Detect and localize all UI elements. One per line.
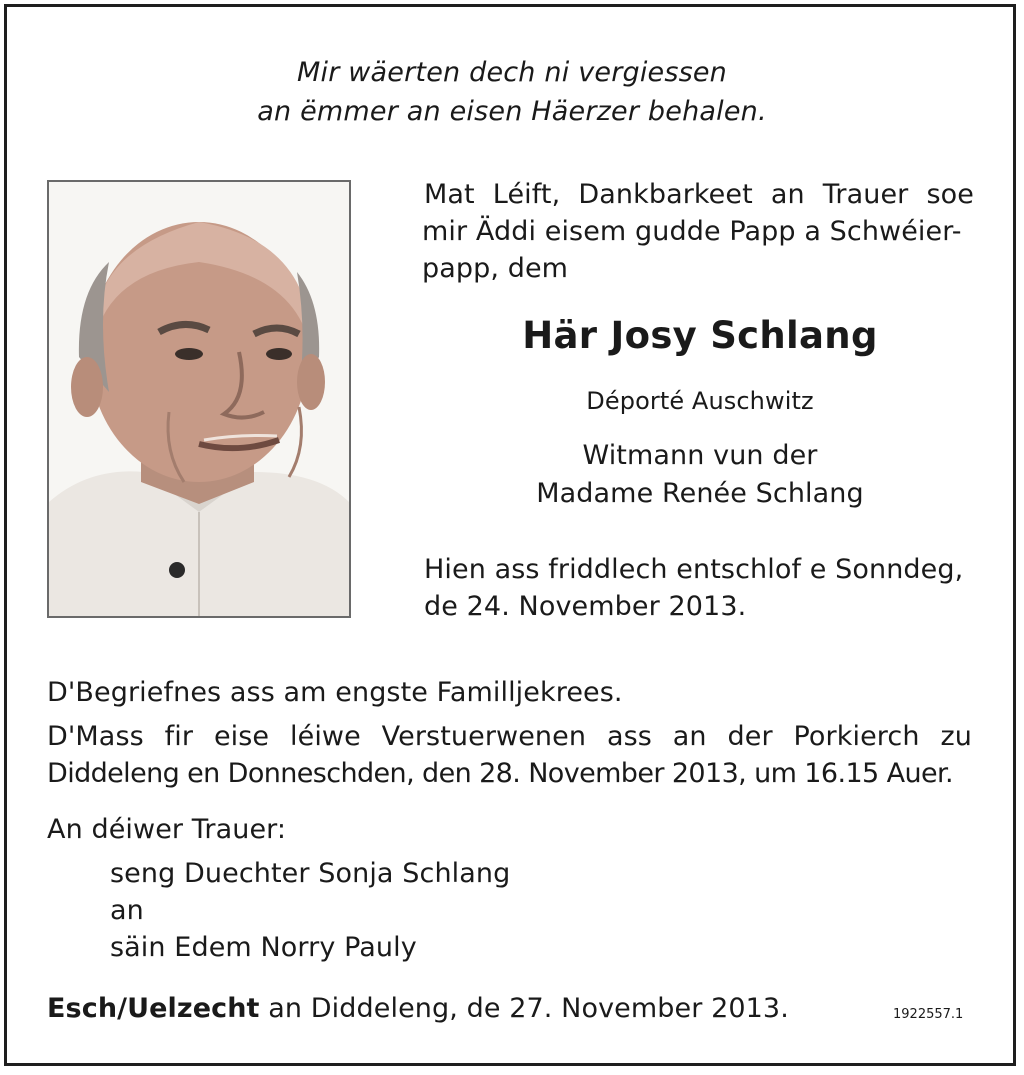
footer-place-rest: an Diddeleng, de 27. November 2013. (259, 993, 789, 1024)
burial-text: D'Begriefnes ass am engste Familljekrees. (47, 677, 623, 708)
widower-line-1: Witmann vun der (582, 440, 818, 471)
portrait-image (49, 182, 349, 616)
deceased-title: Déporté Auschwitz (586, 387, 814, 415)
mass-line-1 (47, 721, 972, 752)
intro-word: soe (926, 179, 974, 210)
intro-word: Dankbarkeet (578, 179, 753, 210)
death-line-2: de 24. November 2013. (424, 591, 747, 622)
mass-word: der (727, 721, 773, 752)
motto-line-1: Mir wäerten dech ni vergiessen (297, 57, 727, 88)
intro-line-1 (424, 179, 974, 210)
intro-word: an (770, 179, 805, 210)
mass-word: Porkierch (793, 721, 920, 752)
intro-word: Mat (424, 179, 475, 210)
intro-word: Léift, (492, 179, 561, 210)
mass-word: ass (606, 721, 652, 752)
mass-word: léiwe (290, 721, 361, 752)
mass-word: Verstuerwenen (381, 721, 587, 752)
motto-line-2: an ëmmer an eisen Häerzer behalen. (257, 96, 767, 127)
mourner-conjunction: an (110, 895, 144, 926)
intro-line-2: mir Äddi eisem gudde Papp a Schwéier- (422, 216, 962, 247)
portrait-photo (47, 180, 351, 618)
mass-word: fir (164, 721, 194, 752)
mass-word: eise (213, 721, 270, 752)
mass-word: zu (940, 721, 972, 752)
footer-place-date (47, 993, 789, 1024)
mass-word: D'Mass (47, 721, 144, 752)
mourners-heading: An déiwer Trauer: (47, 814, 287, 845)
reference-number: 1922557.1 (893, 1007, 964, 1022)
deceased-name: Här Josy Schlang (522, 314, 878, 357)
intro-line-3: papp, dem (422, 253, 569, 284)
mass-line-2: Diddeleng en Donneschden, den 28. November 2013, um 16.15 Auer. (47, 758, 953, 789)
mourner-name: säin Edem Norry Pauly (110, 932, 417, 963)
widower-line-2: Madame Renée Schlang (536, 478, 864, 509)
mourner-name: seng Duechter Sonja Schlang (110, 858, 511, 889)
death-line-1: Hien ass friddlech entschlof e Sonndeg, (424, 554, 964, 585)
footer-place-bold: Esch/Uelzecht (47, 993, 260, 1024)
intro-word: Trauer (822, 179, 909, 210)
mass-word: an (672, 721, 707, 752)
